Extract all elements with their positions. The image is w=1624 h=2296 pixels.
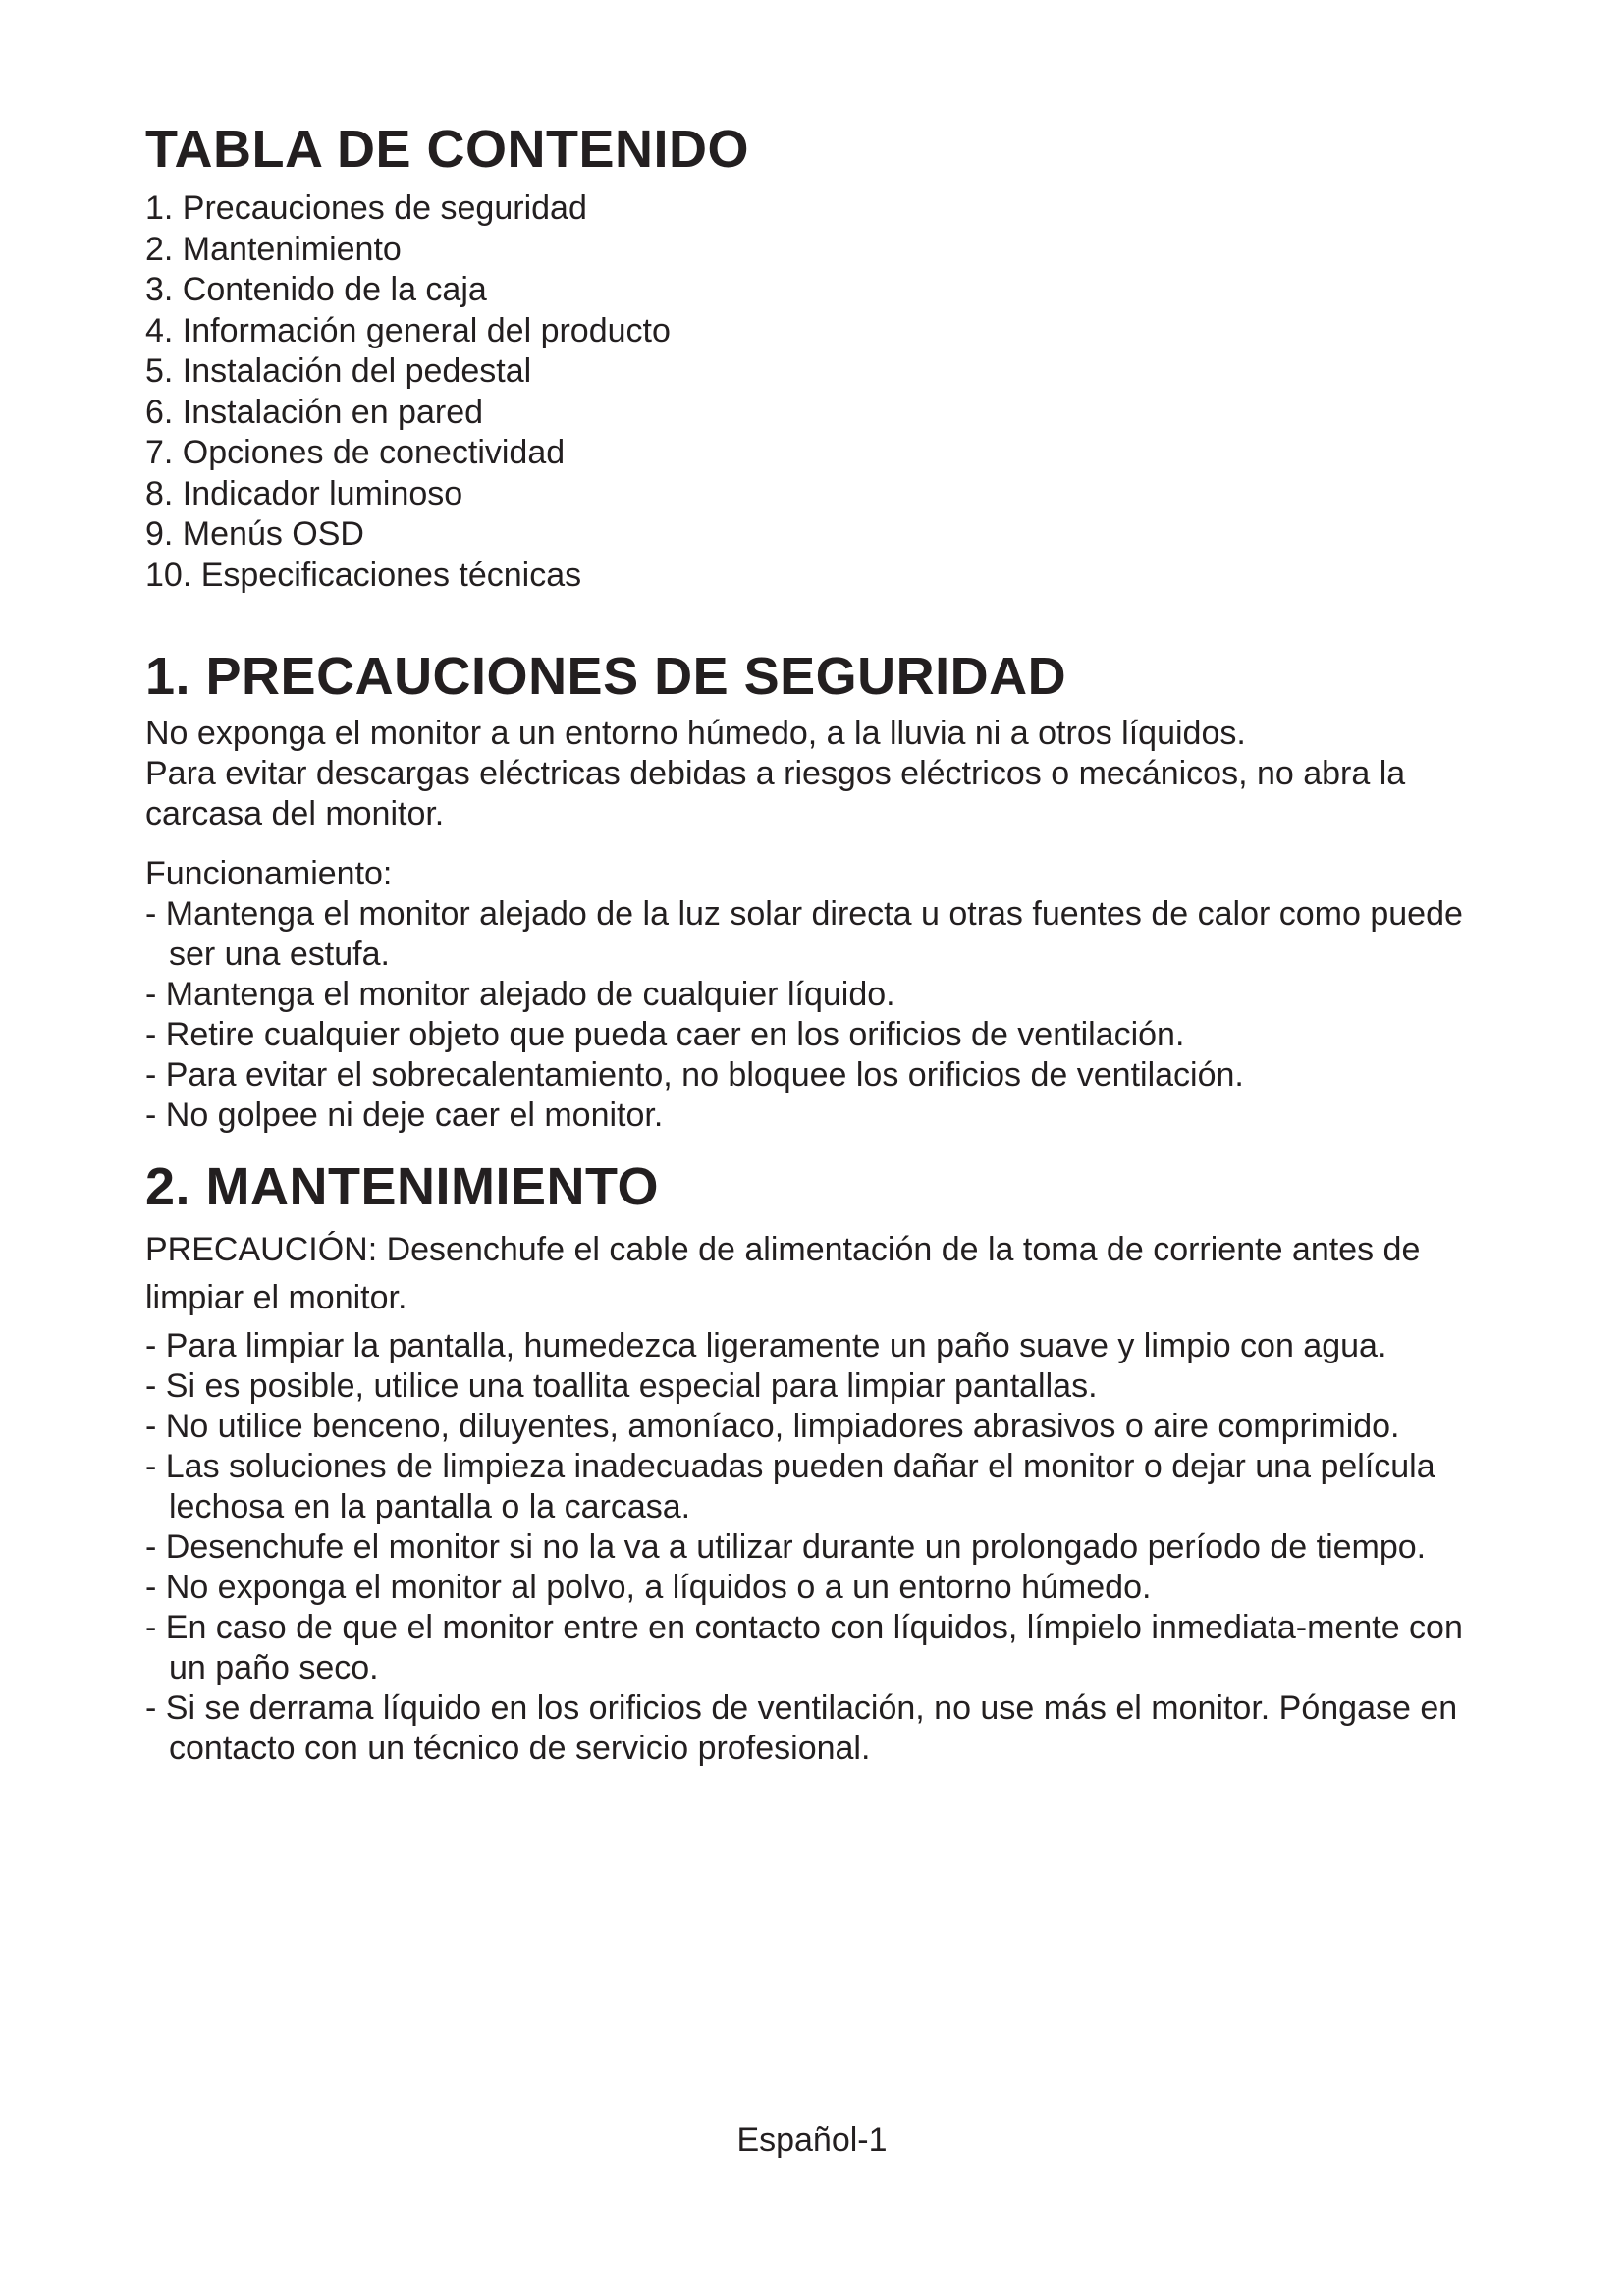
toc-title: TABLA DE CONTENIDO xyxy=(145,120,749,179)
maintenance-caution: PRECAUCIÓN: Desenchufe el cable de alimentación de la toma de corriente antes de limpiar el monitor. xyxy=(145,1231,1421,1316)
toc-item: 10. Especificaciones técnicas xyxy=(145,556,582,594)
list-item: - No utilice benceno, diluyentes, amoníaco, limpiadores abrasivos o aire comprimido. xyxy=(145,1408,1400,1445)
toc-item: 3. Contenido de la caja xyxy=(145,271,487,308)
maintenance-bullets xyxy=(145,1326,1500,1769)
list-item: - Si se derrama líquido en los orificios de ventilación, no use más el monitor. Póngase en contacto con un técnico de servicio profesional. xyxy=(145,1689,1458,1767)
section1-body xyxy=(145,714,1500,1136)
list-item: - Si es posible, utilice una toallita especial para limpiar pantallas. xyxy=(145,1367,1098,1405)
list-item: - Las soluciones de limpieza inadecuadas pueden dañar el monitor o dejar una película lechosa en la pantalla o la carcasa. xyxy=(145,1448,1435,1525)
list-item: - Para evitar el sobrecalentamiento, no bloquee los orificios de ventilación. xyxy=(145,1056,1244,1094)
list-item: - No golpee ni deje caer el monitor. xyxy=(145,1096,664,1134)
toc-item: 1. Precauciones de seguridad xyxy=(145,189,587,227)
operation-label: Funcionamiento: xyxy=(145,855,393,892)
list-item: - No exponga el monitor al polvo, a líquidos o a un entorno húmedo. xyxy=(145,1569,1152,1606)
manual-page xyxy=(145,118,1500,1769)
list-item: - En caso de que el monitor entre en contacto con líquidos, límpielo inmediata-mente con un paño seco. xyxy=(145,1609,1463,1686)
section2-title: 2. MANTENIMIENTO xyxy=(145,1157,660,1216)
list-item: - Mantenga el monitor alejado de la luz solar directa u otras fuentes de calor como puede ser una estufa. xyxy=(145,895,1463,973)
toc-item: 2. Mantenimiento xyxy=(145,230,402,268)
list-item: - Retire cualquier objeto que pueda caer en los orificios de ventilación. xyxy=(145,1016,1185,1053)
operation-bullets xyxy=(145,894,1500,1136)
toc-list xyxy=(145,188,1500,596)
list-item: - Desenchufe el monitor si no la va a utilizar durante un prolongado período de tiempo. xyxy=(145,1528,1427,1566)
toc-item: 9. Menús OSD xyxy=(145,515,364,553)
toc-item: 8. Indicador luminoso xyxy=(145,474,463,512)
toc-item: 7. Opciones de conectividad xyxy=(145,434,566,471)
toc-item: 6. Instalación en pared xyxy=(145,393,484,431)
toc-item: 4. Información general del producto xyxy=(145,311,671,349)
list-item: - Mantenga el monitor alejado de cualquier líquido. xyxy=(145,976,895,1013)
section1-line1: No exponga el monitor a un entorno húmedo, a la lluvia ni a otros líquidos. xyxy=(145,715,1246,752)
page-number: Español-1 xyxy=(736,2121,888,2159)
list-item: - Para limpiar la pantalla, humedezca ligeramente un paño suave y limpio con agua. xyxy=(145,1327,1387,1364)
section1-line2: Para evitar descargas eléctricas debidas a riesgos eléctricos o mecánicos, no abra la carcasa del monitor. xyxy=(145,755,1406,832)
toc-item: 5. Instalación del pedestal xyxy=(145,352,532,390)
section1-title: 1. PRECAUCIONES DE SEGURIDAD xyxy=(145,647,1067,706)
